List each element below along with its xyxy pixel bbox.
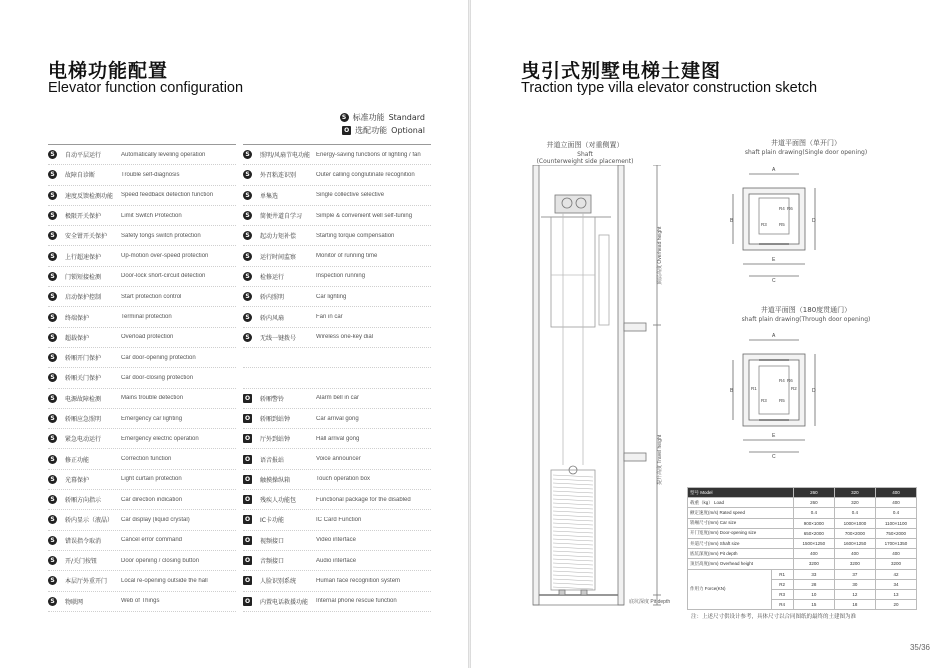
function-name-en: Trouble self-diagnosis: [121, 171, 180, 178]
function-name-en: Web of Things: [121, 598, 160, 605]
function-name-cn: 轿厢方向指示: [65, 497, 102, 505]
standard-mark-icon: S: [243, 292, 252, 301]
function-row: [243, 246, 431, 266]
function-row: [243, 328, 431, 348]
plan-single-caption-en: shaft plain drawing(Single door opening): [744, 149, 868, 156]
function-name-en: Human face recognition system: [316, 577, 401, 584]
spec-cell: 20: [875, 600, 916, 610]
function-row: [48, 267, 236, 287]
function-row: [48, 449, 236, 469]
spec-cell: 1100×1100: [875, 518, 916, 528]
spec-cell: 0.4: [793, 508, 834, 518]
function-row: [48, 287, 236, 307]
spec-cell: 700×2000: [834, 528, 875, 538]
optional-mark-icon: O: [244, 394, 251, 402]
dim-d2-label: D: [812, 388, 816, 394]
function-name-en: Car display (liquid crystal): [121, 516, 190, 523]
function-row: [243, 389, 431, 409]
function-name-en: Safety tongs switch protection: [121, 232, 201, 239]
function-config-title: 电梯功能配置: [48, 60, 169, 82]
standard-mark-icon: S: [48, 394, 57, 403]
function-name-en: Emergency electric operation: [121, 435, 199, 442]
dim-e-label: E: [772, 257, 776, 263]
function-row: [243, 571, 431, 591]
function-row: [48, 348, 236, 368]
function-row: [48, 226, 236, 246]
standard-mark-icon: S: [48, 292, 57, 301]
standard-mark-icon: S: [48, 333, 57, 342]
legend-standard: [340, 112, 425, 123]
function-row: [48, 592, 236, 612]
function-name-cn: 开/关门按钮: [65, 558, 98, 566]
function-name-en: Speed feedback detection function: [121, 192, 214, 199]
optional-mark-icon: O: [244, 557, 251, 565]
function-row: [243, 409, 431, 429]
construction-sketch-subtitle: Traction type villa elevator construction sketch: [521, 80, 818, 96]
function-name-cn: 照明/风扇节电功能: [260, 152, 311, 160]
function-name-en: Voice announcer: [316, 456, 361, 463]
function-row: [48, 368, 236, 388]
spec-row: [688, 518, 917, 528]
function-row: [243, 510, 431, 530]
function-name-cn: 超载保护: [65, 334, 90, 342]
spec-cell: 3200: [834, 559, 875, 569]
spec-force-row: [688, 569, 917, 579]
function-name-en: Functional package for the disabled: [316, 496, 411, 503]
plan-single-caption-cn: 井道平面图（单开门）: [771, 139, 841, 147]
r4b-label: R4: [779, 378, 785, 383]
function-name-en: Start protection control: [121, 293, 182, 300]
function-name-en: Emergency car lighting: [121, 415, 183, 422]
optional-mark-icon: O: [244, 415, 251, 422]
function-row: [48, 571, 236, 591]
function-name-cn: 语音报站: [260, 456, 285, 464]
function-name-en: Wireless one-key dial: [316, 334, 374, 341]
r1-label: R1: [751, 386, 757, 391]
function-row: [243, 226, 431, 246]
function-name-en: Audio interface: [316, 557, 357, 564]
function-row: [48, 531, 236, 551]
footnote: 注：上述尺寸供设计参考，具体尺寸以合同图纸的最终的土建图为准: [691, 614, 857, 620]
optional-mark-icon: O: [244, 455, 251, 463]
r3-label: R3: [761, 222, 767, 227]
function-name-cn: 轿内显示（液晶）: [65, 517, 114, 525]
spec-cell: 400: [793, 549, 834, 559]
spec-cell: 400: [875, 549, 916, 559]
spec-cell: 0.4: [875, 508, 916, 518]
function-name-cn: 光幕保护: [65, 476, 90, 484]
spec-cell: 400: [875, 488, 916, 498]
dim-c2-label: C: [772, 454, 776, 460]
function-name-cn: 轿厢应急照明: [65, 416, 102, 423]
optional-mark-icon: O: [244, 496, 251, 504]
spec-cell: 320: [834, 488, 875, 498]
function-name-en: Video interface: [316, 537, 356, 544]
function-name-cn: 轿厢关门保护: [65, 375, 102, 383]
function-name-en: Car direction indication: [121, 496, 183, 503]
function-table-column-1: [48, 144, 236, 612]
function-name-cn: 音频接口: [260, 558, 285, 566]
function-name-en: Car door-opening protection: [121, 354, 196, 361]
function-name-en: Light curtain protection: [121, 476, 182, 483]
function-name-cn: 视频接口: [260, 537, 285, 545]
function-row: [243, 145, 431, 165]
spec-cell: 开门宽度(mm) Door-opening size: [688, 528, 794, 538]
standard-mark-icon: S: [48, 272, 57, 281]
function-table-column-2: [243, 144, 431, 612]
function-name-en: Hall arrival gong: [316, 435, 360, 442]
spec-row: [688, 528, 917, 538]
function-name-cn: 电源故障检测: [65, 395, 102, 403]
plan-through-door-drawing: [729, 330, 819, 460]
function-name-en: Limit Switch Protection: [121, 212, 182, 219]
r6b-label: R6: [787, 378, 793, 383]
standard-mark-icon: S: [243, 272, 252, 281]
spec-row: [688, 508, 917, 518]
function-row: [48, 165, 236, 185]
legend-optional: [342, 125, 425, 136]
function-name-en: Energy-saving functions of lighting / fan: [316, 151, 421, 158]
function-name-cn: 厅外到站钟: [260, 436, 291, 444]
spec-cell: 260: [793, 488, 834, 498]
function-name-cn: 运行时间监察: [260, 253, 297, 261]
legend-standard-en: Standard: [388, 113, 425, 122]
spec-cell: 型号 Model: [688, 488, 794, 498]
standard-mark-icon: S: [48, 211, 57, 220]
legend-optional-cn: 选配功能: [355, 126, 388, 135]
function-name-en: Automatically leveling operation: [121, 151, 206, 158]
spec-cell: 轿厢尺寸(mm) Car size: [688, 518, 794, 528]
standard-mark-icon: S: [243, 333, 252, 342]
function-name-en: Internal phone rescue function: [316, 598, 397, 605]
standard-mark-icon: S: [243, 313, 252, 322]
function-row: [243, 307, 431, 327]
spec-cell: 28: [793, 579, 834, 589]
function-name-en: Inspection running: [316, 273, 366, 280]
function-name-en: Terminal protection: [121, 314, 172, 321]
function-name-cn: 残疾人功能包: [260, 497, 297, 505]
spec-cell: 1600×1250: [834, 538, 875, 548]
spec-cell: 34: [875, 579, 916, 589]
function-name-en: Car arrival gong: [316, 415, 359, 422]
function-name-cn: 起动力矩补偿: [260, 233, 297, 241]
optional-mark-icon: O: [244, 597, 251, 605]
spec-cell: 3200: [793, 559, 834, 569]
function-row: [243, 592, 431, 612]
standard-mark-icon: S: [48, 373, 57, 382]
standard-mark-icon: S: [48, 150, 57, 159]
dim-b2-label: B: [730, 388, 734, 394]
function-name-en: Correction function: [121, 456, 172, 463]
plan-through-caption-en: shaft plain drawing(Through door opening): [741, 316, 871, 323]
function-row: [243, 165, 431, 185]
standard-mark-icon: S: [243, 191, 252, 200]
function-row: [243, 186, 431, 206]
function-name-cn: 上行超速保护: [65, 253, 102, 261]
function-row: [48, 551, 236, 571]
standard-mark-icon: S: [48, 475, 57, 484]
pit-depth-label: 底坑深度 Pit depth: [629, 599, 671, 605]
spec-header-row: [688, 488, 917, 498]
spec-cell: 1500×1250: [793, 538, 834, 548]
function-name-cn: 修正功能: [65, 456, 90, 464]
function-name-en: Mains trouble detection: [121, 395, 184, 402]
spec-cell: R1: [771, 569, 793, 579]
spec-table: [687, 487, 917, 610]
function-name-en: Simple & convenient well self-tuning: [316, 212, 413, 219]
spec-cell: 10: [793, 589, 834, 599]
function-name-cn: 安全钳开关保护: [65, 233, 108, 241]
page-number: 35/36: [909, 643, 930, 652]
function-name-en: Alarm bell in car: [316, 395, 360, 402]
travel-height-label: 提升高度 Travel height: [657, 434, 663, 485]
r4-label: R4: [779, 206, 785, 211]
standard-mark-icon: S: [48, 231, 57, 240]
function-row: [243, 490, 431, 510]
function-row: [48, 409, 236, 429]
function-name-en: Outer calling conglutinate recognition: [316, 171, 415, 178]
standard-mark-icon: S: [243, 231, 252, 240]
function-name-cn: 检修运行: [260, 273, 285, 281]
function-name-cn: 单集选: [260, 192, 279, 200]
spec-cell: 1000×1000: [834, 518, 875, 528]
function-name-cn: 轿厢警铃: [260, 395, 285, 403]
function-name-cn: 触摸操纵箱: [260, 476, 291, 484]
right-page: [471, 0, 940, 668]
standard-mark-icon: S: [243, 150, 252, 159]
function-row: [243, 551, 431, 571]
left-page: [0, 0, 469, 668]
standard-mark-icon: S: [48, 434, 57, 443]
standard-mark-icon: S: [48, 536, 57, 545]
dim-d-label: D: [812, 218, 816, 224]
standard-mark-icon: S: [48, 597, 57, 606]
spec-cell: 额定速度(m/s) Rated speed: [688, 508, 794, 518]
standard-mark-icon: S: [48, 191, 57, 200]
function-row: [48, 328, 236, 348]
function-name-cn: 内置电话救援功能: [260, 598, 309, 606]
overhead-height-label: 顶层高度 Overhead height: [657, 226, 663, 285]
optional-mark-icon: O: [244, 577, 251, 585]
spec-cell: 750×2000: [875, 528, 916, 538]
r5-label: R5: [779, 222, 785, 227]
spec-cell: 18: [834, 600, 875, 610]
function-row: [48, 186, 236, 206]
optional-mark-icon: O: [244, 536, 251, 544]
spec-cell: 260: [793, 498, 834, 508]
spec-cell: 400: [834, 549, 875, 559]
function-row: [243, 287, 431, 307]
function-row: [48, 246, 236, 266]
spec-cell: 顶层高度(mm) Overhead height: [688, 559, 794, 569]
function-name-en: Fan in car: [316, 314, 343, 321]
function-name-cn: 故障自诊断: [65, 172, 96, 180]
spec-cell: R2: [771, 579, 793, 589]
spec-cell: 1700×1350: [875, 538, 916, 548]
function-row: [243, 206, 431, 226]
function-name-en: Overload protection: [121, 334, 174, 341]
function-name-cn: 轿内照明: [260, 294, 285, 302]
shaft-elevation-caption-en2: (Counterweight side placement): [536, 158, 634, 165]
plan-through-caption-cn: 井道平面图（180度贯通门）: [760, 306, 852, 314]
function-name-en: Starting torque compensation: [316, 232, 395, 239]
standard-mark-icon: S: [48, 353, 57, 362]
spec-cell: 15: [793, 600, 834, 610]
standard-mark-icon: S: [48, 576, 57, 585]
plan-single-door-drawing: [729, 160, 819, 285]
function-name-cn: IC卡功能: [260, 517, 284, 525]
spec-cell: 0.4: [834, 508, 875, 518]
standard-mark-icon: S: [243, 170, 252, 179]
spec-cell: 30: [834, 579, 875, 589]
spec-cell: 12: [834, 589, 875, 599]
empty-row: [243, 348, 431, 368]
function-name-cn: 门锁短接检测: [65, 273, 102, 281]
function-row: [243, 267, 431, 287]
spec-cell: 底坑深度(mm) Pit depth: [688, 549, 794, 559]
optional-mark-icon: O: [244, 475, 251, 483]
standard-mark-icon: S: [48, 170, 57, 179]
shaft-elevation-caption-en1: Shaft: [577, 151, 593, 158]
function-row: [243, 531, 431, 551]
function-name-cn: 人脸识别系统: [260, 578, 297, 586]
spec-cell: 42: [875, 569, 916, 579]
function-name-cn: 启动保护控制: [65, 294, 102, 302]
function-row: [48, 490, 236, 510]
function-row: [243, 429, 431, 449]
function-name-cn: 无线一键拨号: [260, 334, 297, 342]
spec-cell: 井道尺寸(mm) Shaft size: [688, 538, 794, 548]
function-row: [48, 429, 236, 449]
function-row: [243, 470, 431, 490]
function-row: [48, 510, 236, 530]
dim-b-label: B: [730, 218, 734, 224]
function-name-en: Door-lock short-circuit detection: [121, 273, 206, 280]
function-name-en: Door opening / closing button: [121, 557, 200, 564]
spec-cell: 400: [875, 498, 916, 508]
standard-mark-icon: S: [243, 211, 252, 220]
standard-mark-icon: S: [340, 113, 349, 122]
spec-cell: 13: [875, 589, 916, 599]
standard-mark-icon: S: [48, 455, 57, 464]
function-name-en: Touch operation box: [316, 476, 371, 483]
r3b-label: R3: [761, 398, 767, 403]
function-name-en: Up-motion over-speed protection: [121, 253, 209, 260]
r6-label: R6: [787, 206, 793, 211]
legend-standard-cn: 标准功能: [352, 113, 385, 122]
standard-mark-icon: S: [48, 556, 57, 565]
standard-mark-icon: S: [48, 495, 57, 504]
function-name-cn: 轿内风扇: [260, 314, 285, 322]
standard-mark-icon: S: [48, 414, 57, 423]
standard-mark-icon: S: [48, 515, 57, 524]
spec-cell: 37: [834, 569, 875, 579]
function-row: [48, 145, 236, 165]
function-name-en: Car lighting: [316, 293, 347, 300]
function-row: [48, 470, 236, 490]
spec-row: [688, 538, 917, 548]
shaft-elevation-drawing: [511, 165, 701, 615]
spec-cell: 作用力 Force(KN): [688, 569, 772, 610]
dim-c-label: C: [772, 278, 776, 284]
spec-cell: R3: [771, 589, 793, 599]
function-name-en: Car door-closing protection: [121, 374, 194, 381]
function-name-cn: 简便井道自学习: [260, 213, 303, 221]
function-row: [48, 307, 236, 327]
r2-label: R2: [791, 386, 797, 391]
spec-row: [688, 559, 917, 569]
standard-mark-icon: S: [243, 252, 252, 261]
spec-cell: 650×2000: [793, 528, 834, 538]
r5b-label: R5: [779, 398, 785, 403]
function-name-cn: 速度反馈检测功能: [65, 192, 114, 200]
spec-cell: 3200: [875, 559, 916, 569]
optional-mark-icon: O: [244, 516, 251, 524]
function-name-en: IC Card Function: [316, 516, 362, 523]
optional-mark-icon: O: [344, 127, 350, 134]
function-name-cn: 物联网: [65, 598, 84, 606]
function-row: [48, 206, 236, 226]
spec-row: [688, 498, 917, 508]
function-name-cn: 轿厢到站钟: [260, 416, 291, 423]
dim-e2-label: E: [772, 433, 776, 439]
function-name-en: Cancel error command: [121, 537, 183, 544]
function-name-cn: 终端保护: [65, 314, 90, 322]
legend-optional-en: Optional: [391, 126, 425, 135]
function-name-cn: 自动平层运行: [65, 152, 102, 160]
spec-cell: 33: [793, 569, 834, 579]
function-name-cn: 本层厅外重开门: [65, 578, 108, 586]
function-name-cn: 外召粘连识别: [260, 172, 297, 180]
function-name-cn: 轿厢开门保护: [65, 355, 102, 363]
spec-cell: 320: [834, 498, 875, 508]
dim-a2-label: A: [772, 333, 776, 339]
standard-mark-icon: S: [48, 252, 57, 261]
spec-cell: 900×1000: [793, 518, 834, 528]
function-name-en: Single collective selective: [316, 192, 385, 199]
standard-mark-icon: S: [48, 313, 57, 322]
function-row: [243, 449, 431, 469]
function-config-subtitle: Elevator function configuration: [48, 80, 244, 96]
function-name-cn: 错误指令取消: [65, 537, 102, 545]
optional-mark-icon: O: [244, 435, 251, 443]
function-name-en: Monitor of running time: [316, 253, 378, 260]
empty-row: [243, 368, 431, 388]
spec-cell: 载重（kg） Load: [688, 498, 794, 508]
function-name-cn: 极限开关保护: [65, 213, 102, 221]
function-name-en: Local re-opening outside the hall: [121, 577, 208, 584]
construction-sketch-title: 曳引式别墅电梯土建图: [521, 60, 722, 82]
shaft-elevation-caption-cn: 井道立面图（对重侧置）: [546, 141, 624, 149]
spec-row: [688, 549, 917, 559]
function-name-cn: 紧急电动运行: [65, 436, 102, 444]
dim-a-label: A: [772, 167, 776, 173]
function-row: [48, 389, 236, 409]
spec-cell: R4: [771, 600, 793, 610]
